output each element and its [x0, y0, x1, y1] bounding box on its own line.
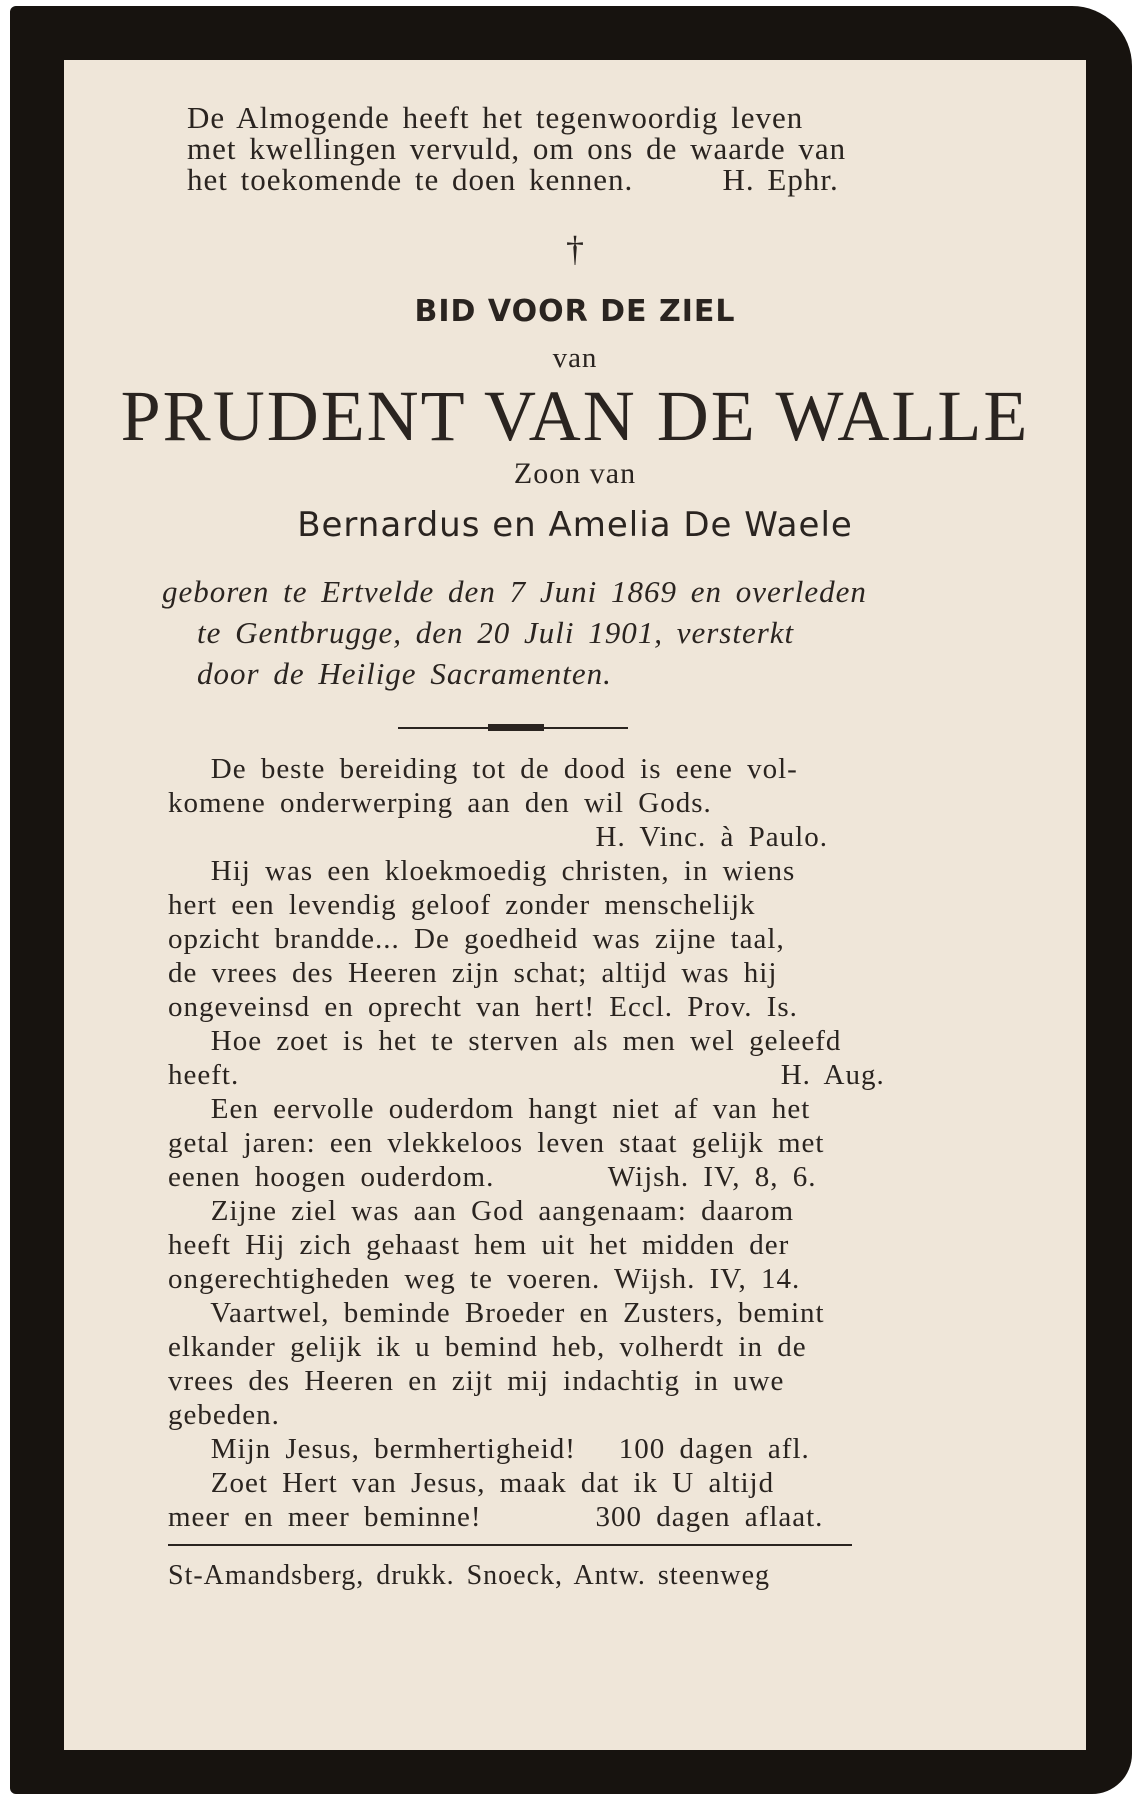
mourning-card-border	[10, 6, 1132, 1794]
text-line: opzicht brandde... De goedheid was zijne taal,	[168, 923, 785, 955]
cross-icon: †	[566, 229, 584, 269]
prayer-heading: BID VOOR DE ZIEL	[414, 294, 736, 329]
text-line: hert een levendig geloof zonder menschelijk	[168, 889, 756, 921]
text-line: gebeden.	[168, 1399, 280, 1431]
text-line: vrees des Heeren en zijt mij indachtig in uwe	[168, 1365, 785, 1397]
text-line: ongeveinsd en oprecht van hert! Eccl. Prov. Is.	[168, 991, 798, 1023]
text-line: heeft Hij zich gehaast hem uit het midden der	[168, 1229, 790, 1261]
zoon-van-label: Zoon van	[513, 457, 637, 490]
text-line: Een eervolle ouderdom hangt niet af van het	[168, 1093, 811, 1125]
text-line: Mijn Jesus, bermhertigheid! 100 dagen afl.	[168, 1433, 810, 1465]
parents-names: Bernardus en Amelia De Waele	[297, 505, 853, 545]
text-line: H. Vinc. à Paulo.	[168, 821, 828, 853]
text-line: komene onderwerping aan den wil Gods.	[168, 787, 712, 819]
mourning-card-page	[64, 60, 1086, 1750]
text-line: meer en meer beminne! 300 dagen aflaat.	[168, 1501, 824, 1533]
birth-death-line-3: door de Heilige Sacramenten.	[197, 656, 612, 691]
birth-death-line-2: te Gentbrugge, den 20 Juli 1901, versterkt	[197, 615, 795, 650]
text-line: de vrees des Heeren zijn schat; altijd was hij	[168, 957, 778, 989]
text-line: heeft. H. Aug.	[168, 1059, 885, 1091]
text-line: Hij was een kloekmoedig christen, in wiens	[168, 855, 796, 887]
text-line: eenen hoogen ouderdom. Wijsh. IV, 8, 6.	[168, 1161, 817, 1193]
printer-imprint: St-Amandsberg, drukk. Snoeck, Antw. steenweg	[168, 1560, 771, 1591]
text-line: elkander gelijk ik u bemind heb, volherdt in de	[168, 1331, 807, 1363]
text-line: Zijne ziel was aan God aangenaam: daarom	[168, 1195, 795, 1227]
text-line: getal jaren: een vlekkeloos leven staat gelijk met	[168, 1127, 825, 1159]
van-label: van	[552, 342, 598, 374]
text-line: Zoet Hert van Jesus, maak dat ik U altijd	[168, 1467, 775, 1499]
text-line: De beste bereiding tot de dood is eene vol-	[168, 753, 798, 785]
text-line: ongerechtigheden weg te voeren. Wijsh. IV, 14.	[168, 1263, 801, 1295]
epigraph-line-3: het toekomende te doen kennen. H. Ephr.	[187, 162, 839, 197]
epigraph-line-2: met kwellingen vervuld, om ons de waarde van	[187, 131, 847, 166]
birth-death-line-1: geboren te Ertvelde den 7 Juni 1869 en overleden	[162, 574, 867, 609]
epigraph-line-1: De Almogende heeft het tegenwoordig leven	[187, 100, 804, 135]
text-line: Hoe zoet is het te sterven als men wel geleefd	[168, 1025, 842, 1057]
printer-rule	[168, 1544, 852, 1546]
deceased-name: PRUDENT VAN DE WALLE	[120, 376, 1030, 456]
text-line: Vaartwel, beminde Broeder en Zusters, bemint	[168, 1297, 825, 1329]
ornamental-divider-center	[488, 724, 544, 731]
